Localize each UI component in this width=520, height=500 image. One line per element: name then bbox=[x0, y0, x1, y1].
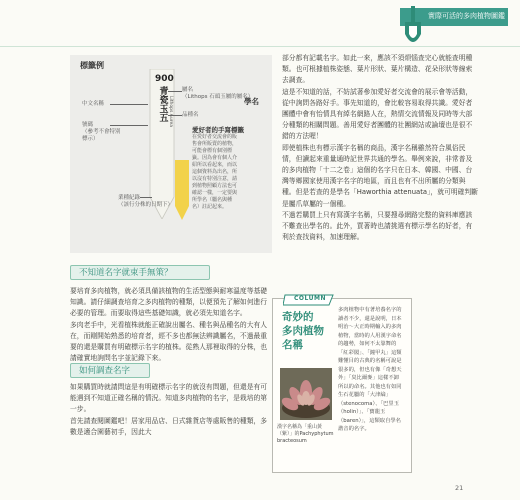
leader-line bbox=[168, 91, 182, 92]
column-badge-label: COLUMN bbox=[294, 295, 326, 302]
paragraph: 首先請查閱圖鑑吧！居家用品店、日式雜貨店等處販售的種類，多數是適合園藝初手，因此大 bbox=[70, 416, 268, 436]
label-scientific: 學名 bbox=[244, 97, 259, 106]
label-genus: 屬名 bbox=[182, 87, 194, 93]
column-title-line: 多肉植物 bbox=[282, 325, 324, 337]
section-heading-2: 如何調查名字 bbox=[70, 363, 150, 378]
leader-line bbox=[110, 125, 148, 126]
leader-line bbox=[110, 104, 148, 105]
paragraph: 即使植株也有標示漢字名稱的商品，漢字名稱雖然符合風俗民情，但讀起來重量通時記世界共通的學名。舉例來說，非常普及的多肉植物「十二之卷」這個的名字只在日本、韓國、中國、台灣等鄉國家使用漢字名字的地區，而且也有不出所屬的分類與種。但是若查的是學名「Haworthia attenuata」，就可明確判斷是屬爪草屬的一個種。 bbox=[282, 143, 479, 208]
leader-line bbox=[168, 115, 182, 116]
tag-number: 900 bbox=[155, 74, 174, 84]
column-title bbox=[282, 310, 324, 352]
column-title-line: 奇妙的 bbox=[282, 311, 314, 323]
paragraph: 這是不知道的話，不妨試著參加愛好者交流會的展示會等活動，從中詢問各路好手。事先知道的，會比較容易取得共識。愛好者團體中會有怡情具有綽名網路人在，熱情交流情報及同時等大部分種類的相關問題。善用愛好者團體的社團網站或論壇也是很不錯的方法喔！ bbox=[282, 87, 473, 141]
section-body-1 bbox=[70, 286, 270, 364]
label-seed-note: （該行分株的日期下） bbox=[118, 202, 174, 208]
trowel-icon bbox=[402, 6, 424, 50]
section-body-2 bbox=[70, 382, 270, 438]
paragraph: 部分都有記載名字。如此一來，應該不須煩惱查完心就能查明種類。也可根據植株姿態、葉片形狀、葉片構造、花朵形狀等線索去調查。 bbox=[282, 54, 473, 85]
label-number-note: （參考不會特別標示） bbox=[82, 129, 121, 142]
header-title: 實際可活的多肉植物圖鑑 bbox=[428, 12, 505, 20]
label-chinese-name: 中文名稱 bbox=[82, 101, 105, 107]
tag-name: 青瓷玉五 bbox=[157, 86, 168, 122]
label-seed-record: 業種紀錄 bbox=[118, 195, 141, 201]
column-title-line: 名稱 bbox=[282, 339, 303, 351]
paragraph: 多肉老手中，光看植株就能正確說出屬名、種名與品種名的大有人在，而剛開始熟悉的培育者，經不多也都無法辨識屬名，不過最重要的還是購買有明確標示名字的植株。從熟人那裡取得的分株，也請確實地詢問名字並記錄下來。 bbox=[70, 320, 268, 363]
label-genus-note: （Lithops 石頭玉屬的屬名） bbox=[182, 94, 254, 100]
page-number: 21 bbox=[455, 484, 464, 492]
yellow-handwritten-tag bbox=[172, 160, 192, 220]
paragraph: 如果購買時就請問這是有明確標示名字的就沒有問題，但還是有可能遇到不知道正確名稱的情況。知道多肉植物的名字，是栽培的第一步。 bbox=[70, 383, 268, 414]
photo-caption: 漢字名稱為「重山黃（紫）」的Pachyphytum bracteosum bbox=[277, 424, 334, 444]
right-column-body bbox=[282, 53, 478, 243]
succulent-photo bbox=[280, 368, 332, 420]
leader-line bbox=[140, 197, 152, 198]
paragraph: 要培育多肉植物，就必須具備該植物的生活型態與耐寒溫度等基礎知識。請仔細調查培育之多肉植物的種類，以便預先了解如何進行必要的管理。而要取得這些基礎知識，就必須先知道名字。 bbox=[70, 287, 268, 318]
tip-body: 在愛好者交流會的販售會所販賣的植物，可能會標有個別標籤。因為會有個人介紹所以看起來，而以這個資料為出名，所以沒有特別注意，請到植物照顧方法也可確認一樣，一定要與所學名（屬名與種名）註記起來。 bbox=[192, 134, 238, 210]
paragraph: 不過若購買上只有寫漢字名稱，只要搜尋網路完整的資料庫應該不難查出學名的。此外，買著時也請挑選有標示學名的好者，有利於查找資料，加速理解。 bbox=[282, 210, 473, 242]
tag-latin: Lithops Aurea bbox=[168, 96, 173, 127]
header-rule bbox=[0, 46, 520, 47]
figure-title: 標籤例 bbox=[80, 61, 104, 70]
column-body: 多肉植物中有著培養名字的讀者不少，還是說明，日本明治～大正時期輸入的多肉植物，當時的人用漢字命名的趨勢，如何不太靠舞的「紅彩閣」、「鐘甲丸」這類難懂目的古典的名稱可說是很多的，但也有像「奇想天外」「臭比爾麥」這樣不卸所以的命名。其他也有如同生石花屬的「大津綸」（stenocoma）、「巴里玉（holin）」、「寶龍玉（baren）」，這類取自學名諧音的名字。 bbox=[338, 307, 402, 432]
section-heading-1: 不知道名字就束手無策？ bbox=[70, 265, 210, 280]
label-species: 品種名 bbox=[182, 112, 199, 118]
tip-title: 愛好者的手寫標籤 bbox=[192, 126, 244, 134]
label-number: 號碼 bbox=[82, 122, 94, 128]
